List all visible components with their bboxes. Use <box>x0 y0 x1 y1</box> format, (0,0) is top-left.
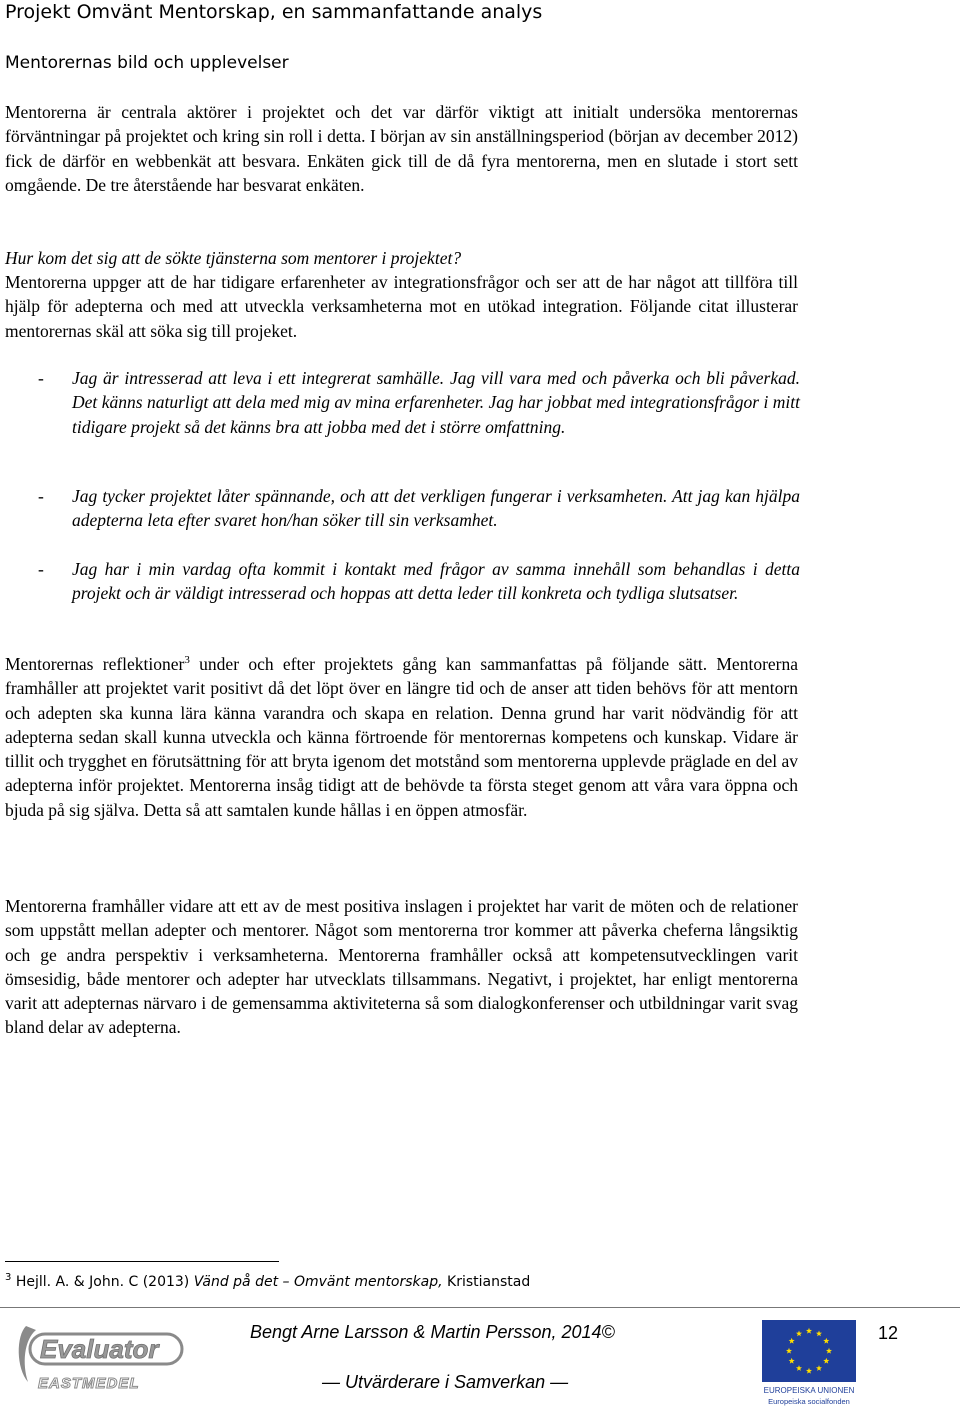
svg-text:Europeiska socialfonden: Europeiska socialfonden <box>768 1397 850 1406</box>
page-number: 12 <box>878 1323 899 1343</box>
final-paragraph: Mentorerna framhåller vidare att ett av de mest positiva inslagen i projektet har varit de möten och de relationer som uppstått mellan adepter och mentorer. Något som mentorerna tror kommer att påverka cheferna långsiktig och ge andra perspektiv i verksamheterna. Mentorerna framhåller också att kompetensutvecklingen varit ömsesidig, både mentorer och adepter har utvecklats tillsammans. Negativt, i projektet, har enligt mentorerna varit att adepternas närvaro i de gemensamma aktiviteterna så som dialogkonferenser och utbildningar varit svag bland delar av adepterna. <box>5 896 798 1038</box>
intro-paragraph: Mentorerna är centrala aktörer i projektet och det var därför viktigt att initialt undersöka mentorernas förväntningar på projektet och kring sin roll i detta. I början av sin anställningsperiod (början av december 2012) fick de därför en webbenkät att besvara. Enkäten gick till de då fyra mentorerna, men en slutade i stort sett omgående. De tre återstående har besvarat enkäten. <box>5 102 798 195</box>
footer-authors: Bengt Arne Larsson & Martin Persson, 2014© <box>250 1322 615 1342</box>
footer-divider <box>0 1307 960 1308</box>
svg-text:Evaluator: Evaluator <box>40 1334 159 1364</box>
question-heading: Hur kom det sig att de sökte tjänsterna som mentorer i projektet? <box>5 248 462 268</box>
section-heading: Mentorernas bild och upplevelser <box>5 53 289 73</box>
quote-dash: - <box>38 486 44 506</box>
evaluator-logo <box>12 1316 212 1398</box>
svg-text:EASTMEDEL: EASTMEDEL <box>38 1375 140 1392</box>
reflection-text: under och efter projektets gång kan sammanfattas på följande sätt. Mentorerna framhåller att projektet varit positivt då det löpt över en längre tid och de anser att tiden behövs för att mentorn och adepten ska kunna lära känna varandra och skapa en relation. Denna grund har varit nödvändig för att adepterna sedan skall kunna utveckla och känna förtroende för mentorernas kompetens och kunskap. Vidare är tillit och trygghet en förutsättning för att bryta igenom det motstånd som mentorerna upplevde präglade en del av adepterna inför projektet. Mentorerna insåg tidigt att de behövde ta första steget genom att våra vara öppna och bjuda på sig själva. Detta så att samtalen kunde hållas i en öppen atmosfär. <box>5 654 799 820</box>
footnote-work-title: Vänd på det – Omvänt mentorskap, <box>193 1274 443 1290</box>
svg-text:EUROPEISKA UNIONEN: EUROPEISKA UNIONEN <box>763 1386 855 1395</box>
footnote-authors: Hejll. A. & John. C (2013) <box>11 1274 194 1290</box>
copyright-icon: © <box>601 1322 615 1342</box>
quote-2 <box>38 484 800 533</box>
quote-3 <box>38 557 800 606</box>
quote-text: Jag har i min vardag ofta kommit i kontakt med frågor av samma innehåll som behandlas i detta projekt och är väldigt intresserad och hoppas att detta leder till konkreta och tydliga slutsatser. <box>72 559 800 604</box>
footnote-number: 3 <box>5 1272 12 1283</box>
reflection-lead: Mentorernas reflektioner <box>5 654 185 674</box>
eu-flag-logo <box>760 1318 864 1408</box>
quote-dash: - <box>38 368 44 388</box>
footnote-divider <box>5 1261 279 1262</box>
quote-dash: - <box>38 559 44 579</box>
footnote-place: Kristianstad <box>442 1274 531 1290</box>
document-title: Projekt Omvänt Mentorskap, en sammanfattande analys <box>5 1 543 23</box>
quote-1 <box>38 366 800 439</box>
footer-subtitle: — Utvärderare i Samverkan — <box>322 1372 569 1392</box>
quote-text: Jag är intresserad att leva i ett integrerat samhälle. Jag vill vara med och påverka och bli påverkad. Det känns naturligt att dela med mig av mina erfarenheter. Jag har jobbat med integrationsfrågor i mitt tidigare projekt så det känns bra att jobba med det i större omfattning. <box>72 368 800 437</box>
answer-paragraph: Mentorerna uppger att de har tidigare erfarenheter av integrationsfrågor och ser att de har något att tillföra till hjälp för adepterna och med att utveckla verksamheterna mot en utökad integration. Följande citat illusterar mentorernas skäl att söka sig till projeket. <box>5 272 798 341</box>
footnote-reference[interactable]: 3 <box>184 654 190 666</box>
reflection-paragraph <box>5 652 798 822</box>
footnote <box>5 1272 530 1292</box>
quote-text: Jag tycker projektet låter spännande, och att det verkligen fungerar i verksamheten. Att jag kan hjälpa adepterna leta efter svaret hon/han söker till sin verksamhet. <box>72 486 800 531</box>
